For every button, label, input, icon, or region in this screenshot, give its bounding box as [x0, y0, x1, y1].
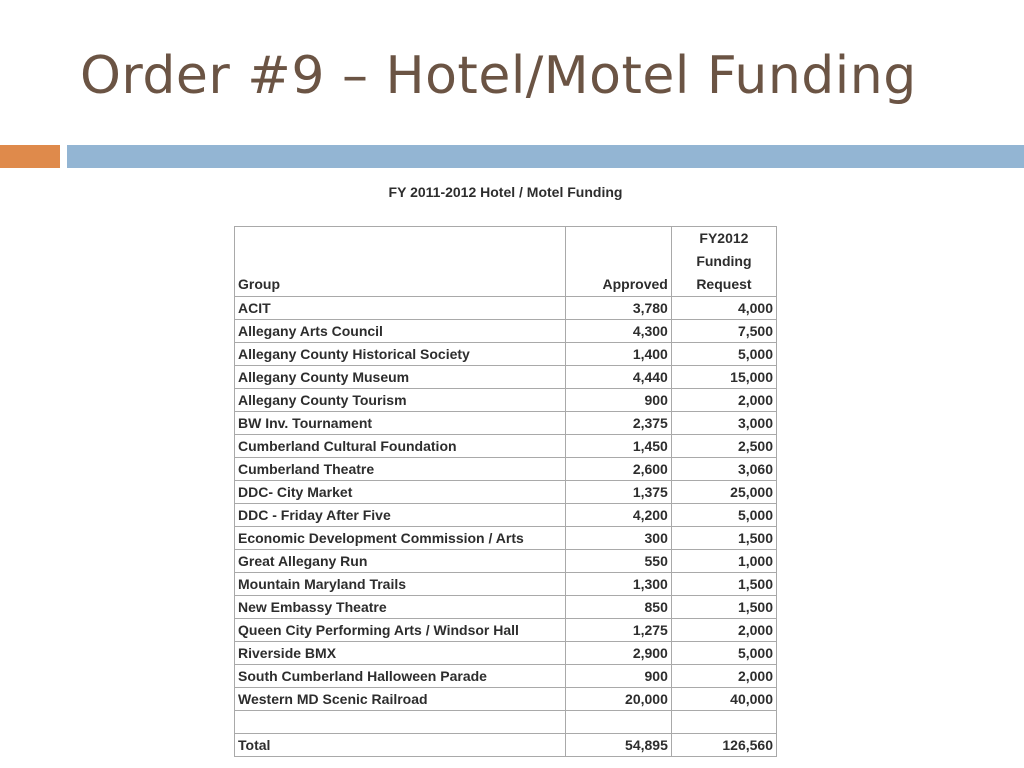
table-row: [235, 619, 777, 642]
table-row: [235, 573, 777, 596]
accent-bar-blue: [67, 145, 1024, 168]
blank-cell: [671, 711, 776, 734]
cell-approved: 2,600: [566, 458, 672, 481]
funding-table-container: [234, 180, 777, 757]
cell-group: BW Inv. Tournament: [235, 412, 566, 435]
cell-approved: 900: [566, 665, 672, 688]
table-row: [235, 481, 777, 504]
table-row: [235, 458, 777, 481]
table-title: FY 2011-2012 Hotel / Motel Funding: [235, 180, 777, 227]
cell-approved: 300: [566, 527, 672, 550]
header-approved: Approved: [566, 227, 672, 297]
blank-cell: [235, 711, 566, 734]
cell-request: 5,000: [671, 504, 776, 527]
cell-approved: 1,450: [566, 435, 672, 458]
table-row: [235, 504, 777, 527]
header-request-line1: FY2012: [699, 230, 749, 246]
table-row: [235, 550, 777, 573]
slide-title: Order #9 – Hotel/Motel Funding: [80, 46, 917, 106]
cell-request: 1,000: [671, 550, 776, 573]
total-label: Total: [235, 734, 566, 757]
header-group: Group: [235, 227, 566, 297]
table-row: [235, 297, 777, 320]
blank-cell: [566, 711, 672, 734]
cell-request: 1,500: [671, 527, 776, 550]
cell-approved: 4,200: [566, 504, 672, 527]
cell-group: Queen City Performing Arts / Windsor Hall: [235, 619, 566, 642]
cell-approved: 3,780: [566, 297, 672, 320]
cell-request: 5,000: [671, 642, 776, 665]
table-row: [235, 389, 777, 412]
header-request-line2: Funding: [696, 253, 752, 269]
cell-group: ACIT: [235, 297, 566, 320]
table-row: [235, 366, 777, 389]
cell-request: 1,500: [671, 596, 776, 619]
table-row: [235, 596, 777, 619]
cell-request: 2,000: [671, 665, 776, 688]
cell-group: Allegany County Historical Society: [235, 343, 566, 366]
cell-request: 2,500: [671, 435, 776, 458]
cell-group: Great Allegany Run: [235, 550, 566, 573]
cell-request: 4,000: [671, 297, 776, 320]
cell-group: Mountain Maryland Trails: [235, 573, 566, 596]
cell-group: Allegany County Museum: [235, 366, 566, 389]
cell-approved: 2,900: [566, 642, 672, 665]
cell-approved: 1,300: [566, 573, 672, 596]
cell-request: 3,000: [671, 412, 776, 435]
cell-group: Cumberland Cultural Foundation: [235, 435, 566, 458]
cell-request: 3,060: [671, 458, 776, 481]
cell-request: 15,000: [671, 366, 776, 389]
cell-approved: 2,375: [566, 412, 672, 435]
cell-request: 5,000: [671, 343, 776, 366]
cell-request: 40,000: [671, 688, 776, 711]
cell-approved: 550: [566, 550, 672, 573]
cell-approved: 850: [566, 596, 672, 619]
header-request-line3: Request: [696, 276, 752, 292]
table-row: [235, 527, 777, 550]
total-request: 126,560: [671, 734, 776, 757]
table-row: [235, 642, 777, 665]
cell-approved: 1,375: [566, 481, 672, 504]
header-funding-request: [671, 227, 776, 297]
cell-request: 25,000: [671, 481, 776, 504]
table-row: [235, 435, 777, 458]
table-row: [235, 343, 777, 366]
cell-group: Cumberland Theatre: [235, 458, 566, 481]
table-row: [235, 665, 777, 688]
cell-approved: 20,000: [566, 688, 672, 711]
cell-approved: 4,440: [566, 366, 672, 389]
cell-request: 7,500: [671, 320, 776, 343]
cell-approved: 900: [566, 389, 672, 412]
cell-group: Allegany County Tourism: [235, 389, 566, 412]
table-row: [235, 412, 777, 435]
cell-request: 1,500: [671, 573, 776, 596]
total-row: [235, 734, 777, 757]
cell-group: South Cumberland Halloween Parade: [235, 665, 566, 688]
cell-group: DDC - Friday After Five: [235, 504, 566, 527]
cell-group: Riverside BMX: [235, 642, 566, 665]
table-header-row: [235, 227, 777, 297]
accent-bar-orange: [0, 145, 60, 168]
cell-approved: 1,275: [566, 619, 672, 642]
cell-group: DDC- City Market: [235, 481, 566, 504]
cell-request: 2,000: [671, 619, 776, 642]
cell-request: 2,000: [671, 389, 776, 412]
table-row: [235, 320, 777, 343]
table-row: [235, 688, 777, 711]
cell-group: Western MD Scenic Railroad: [235, 688, 566, 711]
table-title-row: [235, 180, 777, 227]
funding-table: [234, 180, 777, 757]
total-approved: 54,895: [566, 734, 672, 757]
cell-group: New Embassy Theatre: [235, 596, 566, 619]
cell-approved: 1,400: [566, 343, 672, 366]
cell-approved: 4,300: [566, 320, 672, 343]
cell-group: Allegany Arts Council: [235, 320, 566, 343]
blank-row: [235, 711, 777, 734]
cell-group: Economic Development Commission / Arts: [235, 527, 566, 550]
